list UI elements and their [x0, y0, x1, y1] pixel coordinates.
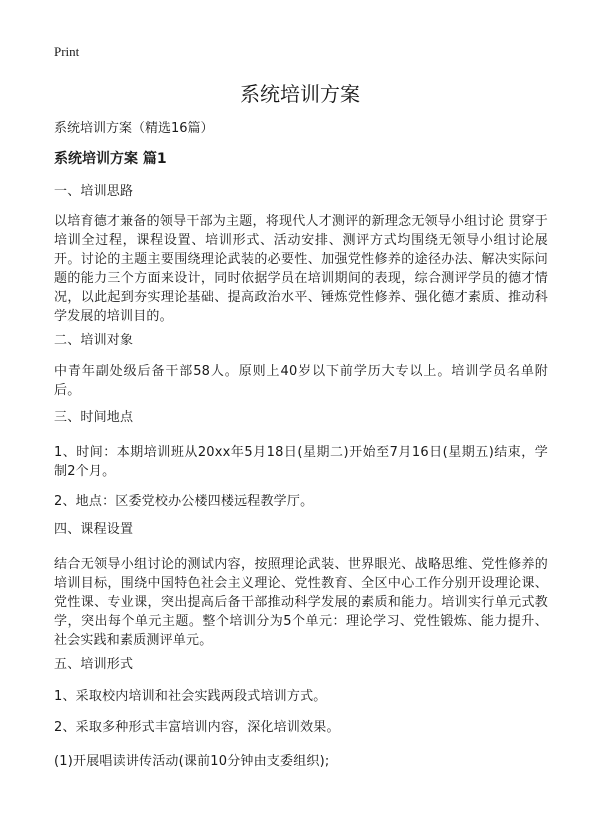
heading-curriculum: 四、课程设置 [54, 522, 134, 537]
paragraph-training-approach: 以培育德才兼备的领导干部为主题，将现代人才测评的新理念无领导小组讨论 贯穿于培训全过程，课程设置、培训形式、活动安排、测评方式均围绕无领导小组讨论展开。讨论的主题主要围绕理论武装的必要性、加强党性修养的途径办法、解决实际问题的能力三个方面来设计，同时依据学员在培训期间的表现，综合测评学员的德才情况，以此起到夯实理论基础、提高政治水平、锤炼党性修养、强化德才素质、推动科学发展的培训目的。 [54, 214, 548, 324]
section-heading: 系统培训方案 篇1 [54, 151, 167, 167]
heading-training-approach: 一、培训思路 [54, 184, 134, 199]
heading-time-place: 三、时间地点 [54, 410, 134, 425]
paragraph-time: 1、时间：本期培训班从20xx年5月18日(星期二)开始至7月16日(星期五)结束，学制2个月。 [54, 445, 548, 479]
paragraph-place: 2、地点：区委党校办公楼四楼远程教学厅。 [54, 494, 314, 509]
print-link[interactable]: Print [54, 44, 80, 59]
paragraph-form-2: 2、采取多种形式丰富培训内容，深化培训效果。 [54, 720, 340, 735]
document-title: 系统培训方案 [240, 82, 360, 106]
paragraph-form-1: 1、采取校内培训和社会实践两段式培训方式。 [54, 689, 327, 704]
paragraph-curriculum: 结合无领导小组讨论的测试内容，按照理论武装、世界眼光、战略思维、党性修养的培训目标，围绕中国特色社会主义理论、党性教育、全区中心工作分别开设理论课、党性课、专业课，突出提高后备干部推动科学发展的素质和能力。培训实行单元式教学，突出每个单元主题。整个培训分为5个单元：理论学习、党性锻炼、能力提升、社会实践和素质测评单元。 [54, 557, 548, 648]
heading-training-form: 五、培训形式 [54, 657, 134, 672]
document-subtitle: 系统培训方案（精选16篇） [54, 121, 214, 136]
paragraph-training-target: 中青年副处级后备干部58人。原则上40岁以下前学历大专以上。培训学员名单附后。 [54, 364, 548, 398]
paragraph-form-2-1: (1)开展唱读讲传活动(课前10分钟由支委组织); [54, 754, 330, 769]
heading-training-target: 二、培训对象 [54, 333, 134, 348]
